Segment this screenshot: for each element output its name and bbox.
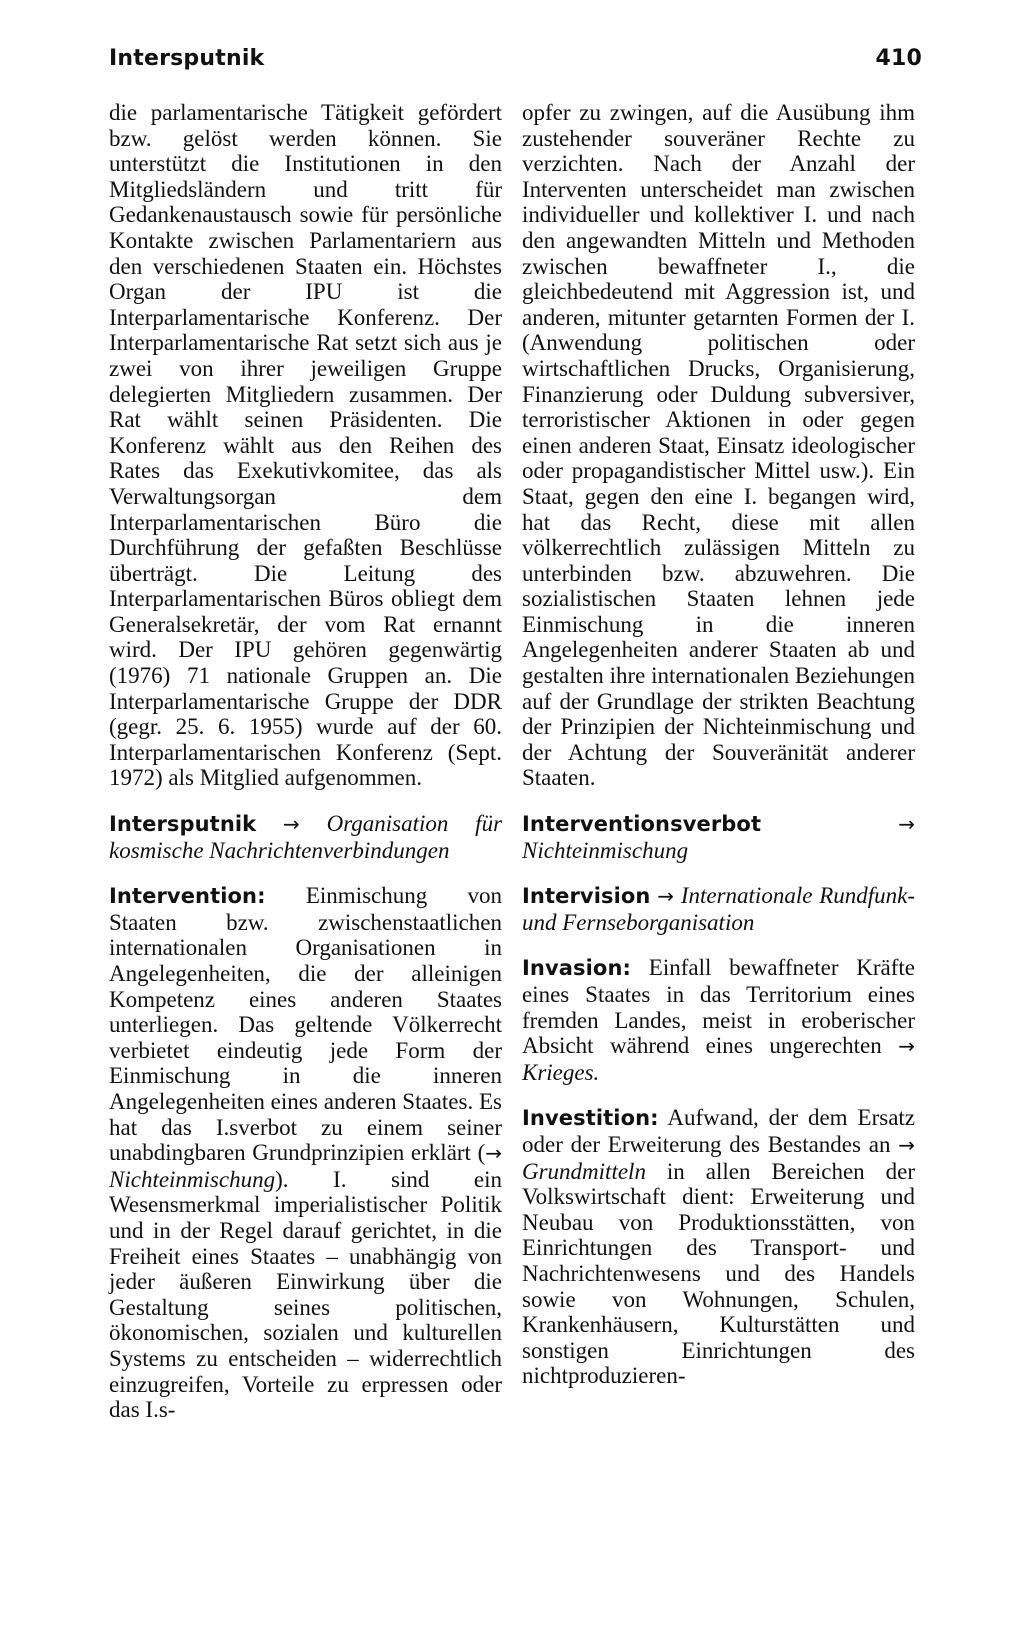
left-column bbox=[109, 100, 502, 1423]
cross-reference-link[interactable]: Organisation für kosmische Nachrichtenverbindungen bbox=[109, 811, 503, 863]
entry-term: Invasion: bbox=[522, 956, 631, 981]
entry-term: Investition: bbox=[522, 1106, 659, 1131]
entry-text: Einmischung von Staaten bzw. zwischenstaatlichen internationalen Organisationen in Angelegenheiten, die der alleinigen Kompetenz eines anderen Staates unterliegen. Das geltende Völkerrecht verbietet eindeutig jede Form der Einmischung in die inneren Angelegenheiten eines anderen Staates. Es hat das I.sverbot zu einem seiner unabdingbaren Grundprinzipien erklärt ( bbox=[109, 883, 502, 1166]
entry-term: Intersputnik bbox=[109, 812, 257, 837]
entry-interventionsverbot bbox=[522, 811, 915, 863]
cross-reference-arrow-icon: → bbox=[283, 812, 300, 837]
page-number: 410 bbox=[875, 46, 922, 71]
entry-invasion bbox=[522, 955, 915, 1085]
intervention-entry-continuation: opfer zu zwingen, auf die Ausübung ihm zustehender souveräner Rechte zu verzichten. Nach der Anzahl der Interventen unterscheidet man zwischen individueller und kollektiver I. und nach den angewandten Mitteln und Methoden zwischen bewaffneter I., die gleichbedeutend mit Aggression ist, und anderen, mitunter getarnten Formen der I. (Anwendung politischen oder wirtschaftlichen Drucks, Organisierung, Finanzierung oder Duldung subversiver, terroristischer Aktionen in oder gegen einen anderen Staat, Einsatz ideologischer oder propagandistischer Mittel usw.). Ein Staat, gegen den eine I. begangen wird, hat das Recht, diese mit allen völkerrechtlich zulässigen Mitteln zu unterbinden bzw. abzuwehren. Die sozialistischen Staaten lehnen jede Einmischung in die inneren Angelegenheiten anderer Staaten ab und gestalten ihre internationalen Beziehungen auf der Grundlage der strikten Beachtung der Prinzipien der Nichteinmischung und der Achtung der Souveränität anderer Staaten. bbox=[522, 100, 915, 791]
cross-reference-link[interactable]: Internationale Rundfunk- und Fernseborganisation bbox=[522, 883, 916, 935]
cross-reference-arrow-icon: → bbox=[898, 812, 915, 837]
cross-reference-link[interactable]: Krieges. bbox=[522, 1059, 600, 1085]
entry-text: in allen Bereichen der Volkswirtschaft dient: Erweiterung und Neubau von Produktionsstätten, von Einrichtungen des Transport- und Nachrichtenwesens und des Handels sowie von Wohnungen, Schulen, Krankenhäusern, Kulturstätten und sonstigen Einrichtungen des nichtproduzieren- bbox=[522, 1158, 915, 1389]
entry-intervision bbox=[522, 883, 915, 935]
cross-reference-arrow-icon: → bbox=[485, 1141, 502, 1166]
entry-intersputnik bbox=[109, 811, 502, 863]
entry-investition bbox=[522, 1105, 915, 1389]
cross-reference-link[interactable]: Nichteinmischung bbox=[109, 1166, 276, 1192]
entry-text: Einfall bewaffneter Kräfte eines Staates in das Territorium eines fremden Landes, meist in eroberischer Absicht während eines ungerechten bbox=[522, 955, 916, 1059]
cross-reference-link[interactable]: Nichteinmischung bbox=[522, 837, 689, 863]
entry-term: Interventionsverbot bbox=[522, 812, 762, 837]
cross-reference-arrow-icon: → bbox=[657, 884, 675, 909]
right-column bbox=[522, 100, 915, 1389]
entry-intervention bbox=[109, 883, 502, 1422]
cross-reference-arrow-icon: → bbox=[898, 1132, 915, 1157]
cross-reference-arrow-icon: → bbox=[898, 1034, 915, 1059]
running-head-title: Intersputnik bbox=[109, 46, 265, 71]
entry-text: ). I. sind ein Wesensmerkmal imperialistischer Politik und in der Regel darauf gerichtet, in die Freiheit eines Staates – unabhängig von jeder äußeren Einwirkung über die Gestaltung seines politischen, ökonomischen, sozialen und kulturellen Systems zu entscheiden – widerrechtlich einzugreifen, Vorteile zu erpressen oder das I.s- bbox=[109, 1166, 502, 1423]
ipu-entry-continuation: die parlamentarische Tätigkeit gefördert bzw. gelöst werden können. Sie unterstützt die Institutionen in den Mitgliedsländern und tritt für Gedankenaustausch sowie für persönliche Kontakte zwischen Parlamentariern aus den verschiedenen Staaten ein. Höchstes Organ der IPU ist die Interparlamentarische Konferenz. Der Interparlamentarische Rat setzt sich aus je zwei von ihrer jeweiligen Gruppe delegierten Mitgliedern zusammen. Der Rat wählt seinen Präsidenten. Die Konferenz wählt aus den Reihen des Rates das Exekutivkomitee, das als Verwaltungsorgan dem Interparlamentarischen Büro die Durchführung der gefaßten Beschlüsse überträgt. Die Leitung des Interparlamentarischen Büros obliegt dem Generalsekretär, der vom Rat ernannt wird. Der IPU gehören gegenwärtig (1976) 71 nationale Gruppen an. Die Interparlamentarische Gruppe der DDR (gegr. 25. 6. 1955) wurde auf der 60. Interparlamentarischen Konferenz (Sept. 1972) als Mitglied aufgenommen. bbox=[109, 100, 502, 791]
entry-text: Aufwand, der dem Ersatz oder der Erweiterung des Bestandes an bbox=[522, 1105, 916, 1157]
entry-term: Intervision bbox=[522, 884, 651, 909]
entry-term: Intervention: bbox=[109, 884, 266, 909]
cross-reference-link[interactable]: Grundmitteln bbox=[522, 1158, 646, 1184]
